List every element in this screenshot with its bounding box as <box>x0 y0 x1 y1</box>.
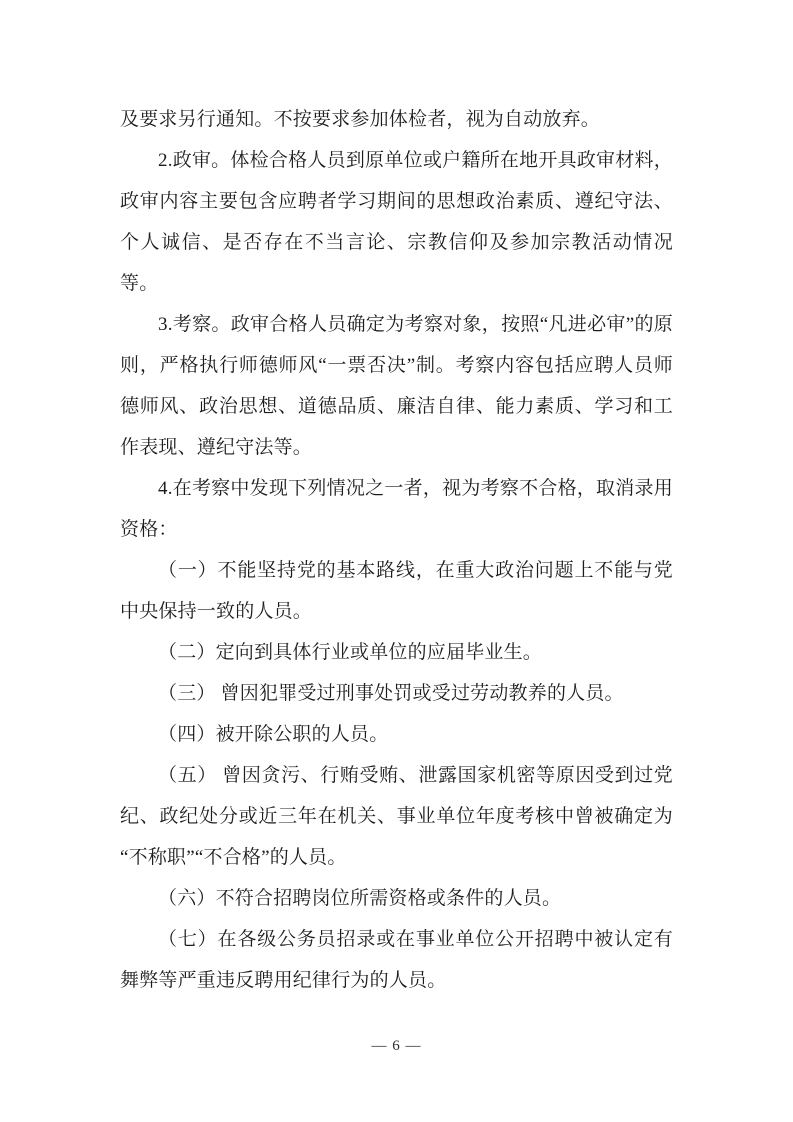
paragraph-item-2-zhengshen: 2.政审。体检合格人员到原单位或户籍所在地开具政审材料，政审内容主要包含应聘者学习期间的思想政治素质、遵纪守法、个人诚信、是否存在不当言论、宗教信仰及参加宗教活动情况等。 <box>120 150 673 294</box>
paragraph-subitem-1: （一）不能坚持党的基本路线，在重大政治问题上不能与党中央保持一致的人员。 <box>120 560 673 622</box>
paragraph-subitem-7: （七）在各级公务员招录或在事业单位公开招聘中被认定有舞弊等严重违反聘用纪律行为的人员。 <box>120 929 673 991</box>
paragraph-subitem-5: （五） 曾因贪污、行贿受贿、泄露国家机密等原因受到过党纪、政纪处分或近三年在机关、事业单位年度考核中曾被确定为“不称职”“不合格”的人员。 <box>120 765 673 868</box>
paragraph-subitem-4: （四）被开除公职的人员。 <box>158 724 389 745</box>
paragraph-item-3-kaocha: 3.考察。政审合格人员确定为考察对象，按照“凡进必审”的原则，严格执行师德师风“一票否决”制。考察内容包括应聘人员师德师风、政治思想、道德品质、廉洁自律、能力素质、学习和工作表现、遵纪守法等。 <box>120 314 673 458</box>
paragraph-item-4-intro: 4.在考察中发现下列情况之一者，视为考察不合格，取消录用资格： <box>120 478 673 540</box>
paragraph-subitem-3: （三） 曾因犯罪受过刑事处罚或受过劳动教养的人员。 <box>158 683 624 704</box>
page-number: — 6 — <box>371 1038 422 1054</box>
document-body <box>120 99 673 1001</box>
paragraph-continuation: 及要求另行通知。不按要求参加体检者，视为自动放弃。 <box>120 109 601 130</box>
paragraph-subitem-6: （六）不符合招聘岗位所需资格或条件的人员。 <box>158 888 562 909</box>
paragraph-subitem-2: （二）定向到具体行业或单位的应届毕业生。 <box>158 642 543 663</box>
